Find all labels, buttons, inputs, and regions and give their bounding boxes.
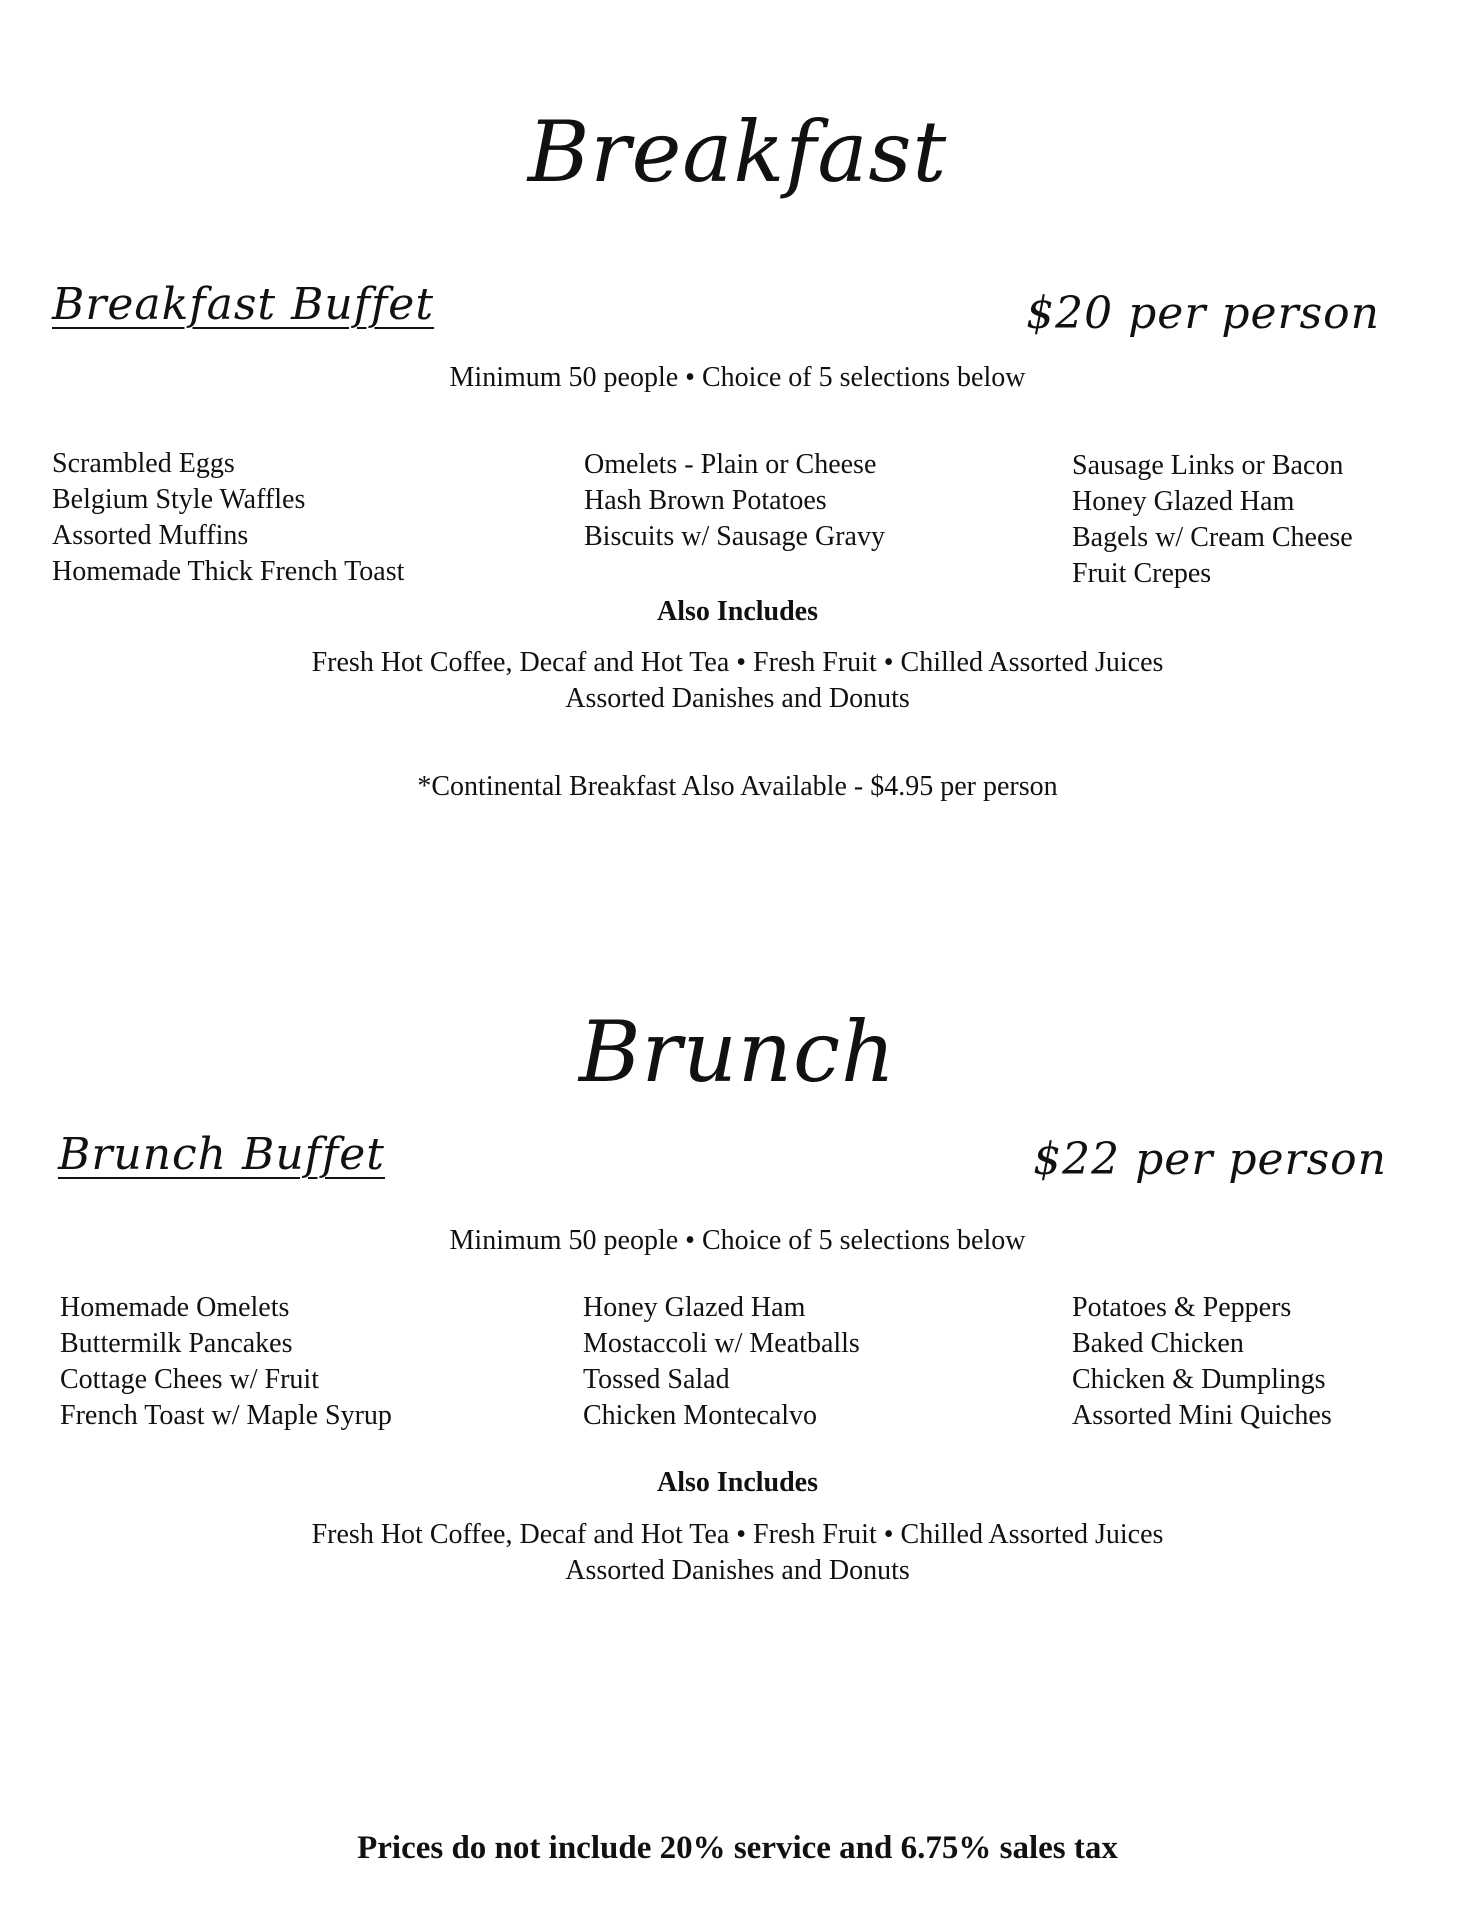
pricing-footer-note: Prices do not include 20% service and 6.75% sales tax	[357, 1830, 1118, 1866]
list-item: Tossed Salad	[583, 1364, 730, 1395]
breakfast-minimum: Minimum 50 people • Choice of 5 selections below	[449, 362, 1026, 393]
list-item: Homemade Thick French Toast	[52, 556, 405, 587]
breakfast-column-3	[1072, 448, 1353, 592]
continental-note: *Continental Breakfast Also Available - $4.95 per person	[417, 771, 1058, 802]
brunch-column-3	[1072, 1290, 1332, 1434]
brunch-also-includes-line-1: Fresh Hot Coffee, Decaf and Hot Tea • Fresh Fruit • Chilled Assorted Juices	[311, 1519, 1164, 1550]
breakfast-also-includes-heading: Also Includes	[656, 596, 819, 627]
list-item: Assorted Mini Quiches	[1072, 1400, 1332, 1431]
list-item: Homemade Omelets	[60, 1292, 290, 1323]
list-item: Chicken & Dumplings	[1072, 1364, 1326, 1395]
list-item: Fruit Crepes	[1072, 558, 1212, 589]
list-item: Potatoes & Peppers	[1072, 1292, 1292, 1323]
breakfast-price: $20 per person	[1026, 288, 1380, 339]
list-item: Biscuits w/ Sausage Gravy	[584, 521, 885, 552]
list-item: Buttermilk Pancakes	[60, 1328, 293, 1359]
brunch-price: $22 per person	[1033, 1134, 1387, 1185]
list-item: French Toast w/ Maple Syrup	[60, 1400, 392, 1431]
list-item: Omelets - Plain or Cheese	[584, 449, 877, 480]
list-item: Sausage Links or Bacon	[1072, 450, 1344, 481]
brunch-buffet-heading: Brunch Buffet	[58, 1129, 385, 1180]
list-item: Scrambled Eggs	[52, 448, 235, 479]
list-item: Hash Brown Potatoes	[584, 485, 827, 516]
list-item: Mostaccoli w/ Meatballs	[583, 1328, 860, 1359]
brunch-column-2	[583, 1290, 860, 1434]
brunch-column-1	[60, 1290, 392, 1434]
breakfast-also-includes-line-1: Fresh Hot Coffee, Decaf and Hot Tea • Fresh Fruit • Chilled Assorted Juices	[311, 647, 1164, 678]
brunch-also-includes-line-2: Assorted Danishes and Donuts	[565, 1555, 910, 1586]
list-item: Bagels w/ Cream Cheese	[1072, 522, 1353, 553]
list-item: Honey Glazed Ham	[583, 1292, 806, 1323]
breakfast-also-includes-line-2: Assorted Danishes and Donuts	[565, 683, 910, 714]
breakfast-column-2	[584, 447, 885, 555]
breakfast-title: Breakfast	[527, 103, 948, 201]
breakfast-buffet-heading: Breakfast Buffet	[52, 279, 435, 330]
breakfast-column-1	[52, 446, 404, 590]
brunch-minimum: Minimum 50 people • Choice of 5 selections below	[449, 1225, 1026, 1256]
list-item: Belgium Style Waffles	[52, 484, 306, 515]
brunch-title: Brunch	[578, 1003, 897, 1101]
brunch-also-includes-heading: Also Includes	[656, 1467, 819, 1498]
list-item: Baked Chicken	[1072, 1328, 1244, 1359]
list-item: Chicken Montecalvo	[583, 1400, 818, 1431]
list-item: Honey Glazed Ham	[1072, 486, 1295, 517]
list-item: Cottage Chees w/ Fruit	[60, 1364, 319, 1395]
list-item: Assorted Muffins	[52, 520, 249, 551]
